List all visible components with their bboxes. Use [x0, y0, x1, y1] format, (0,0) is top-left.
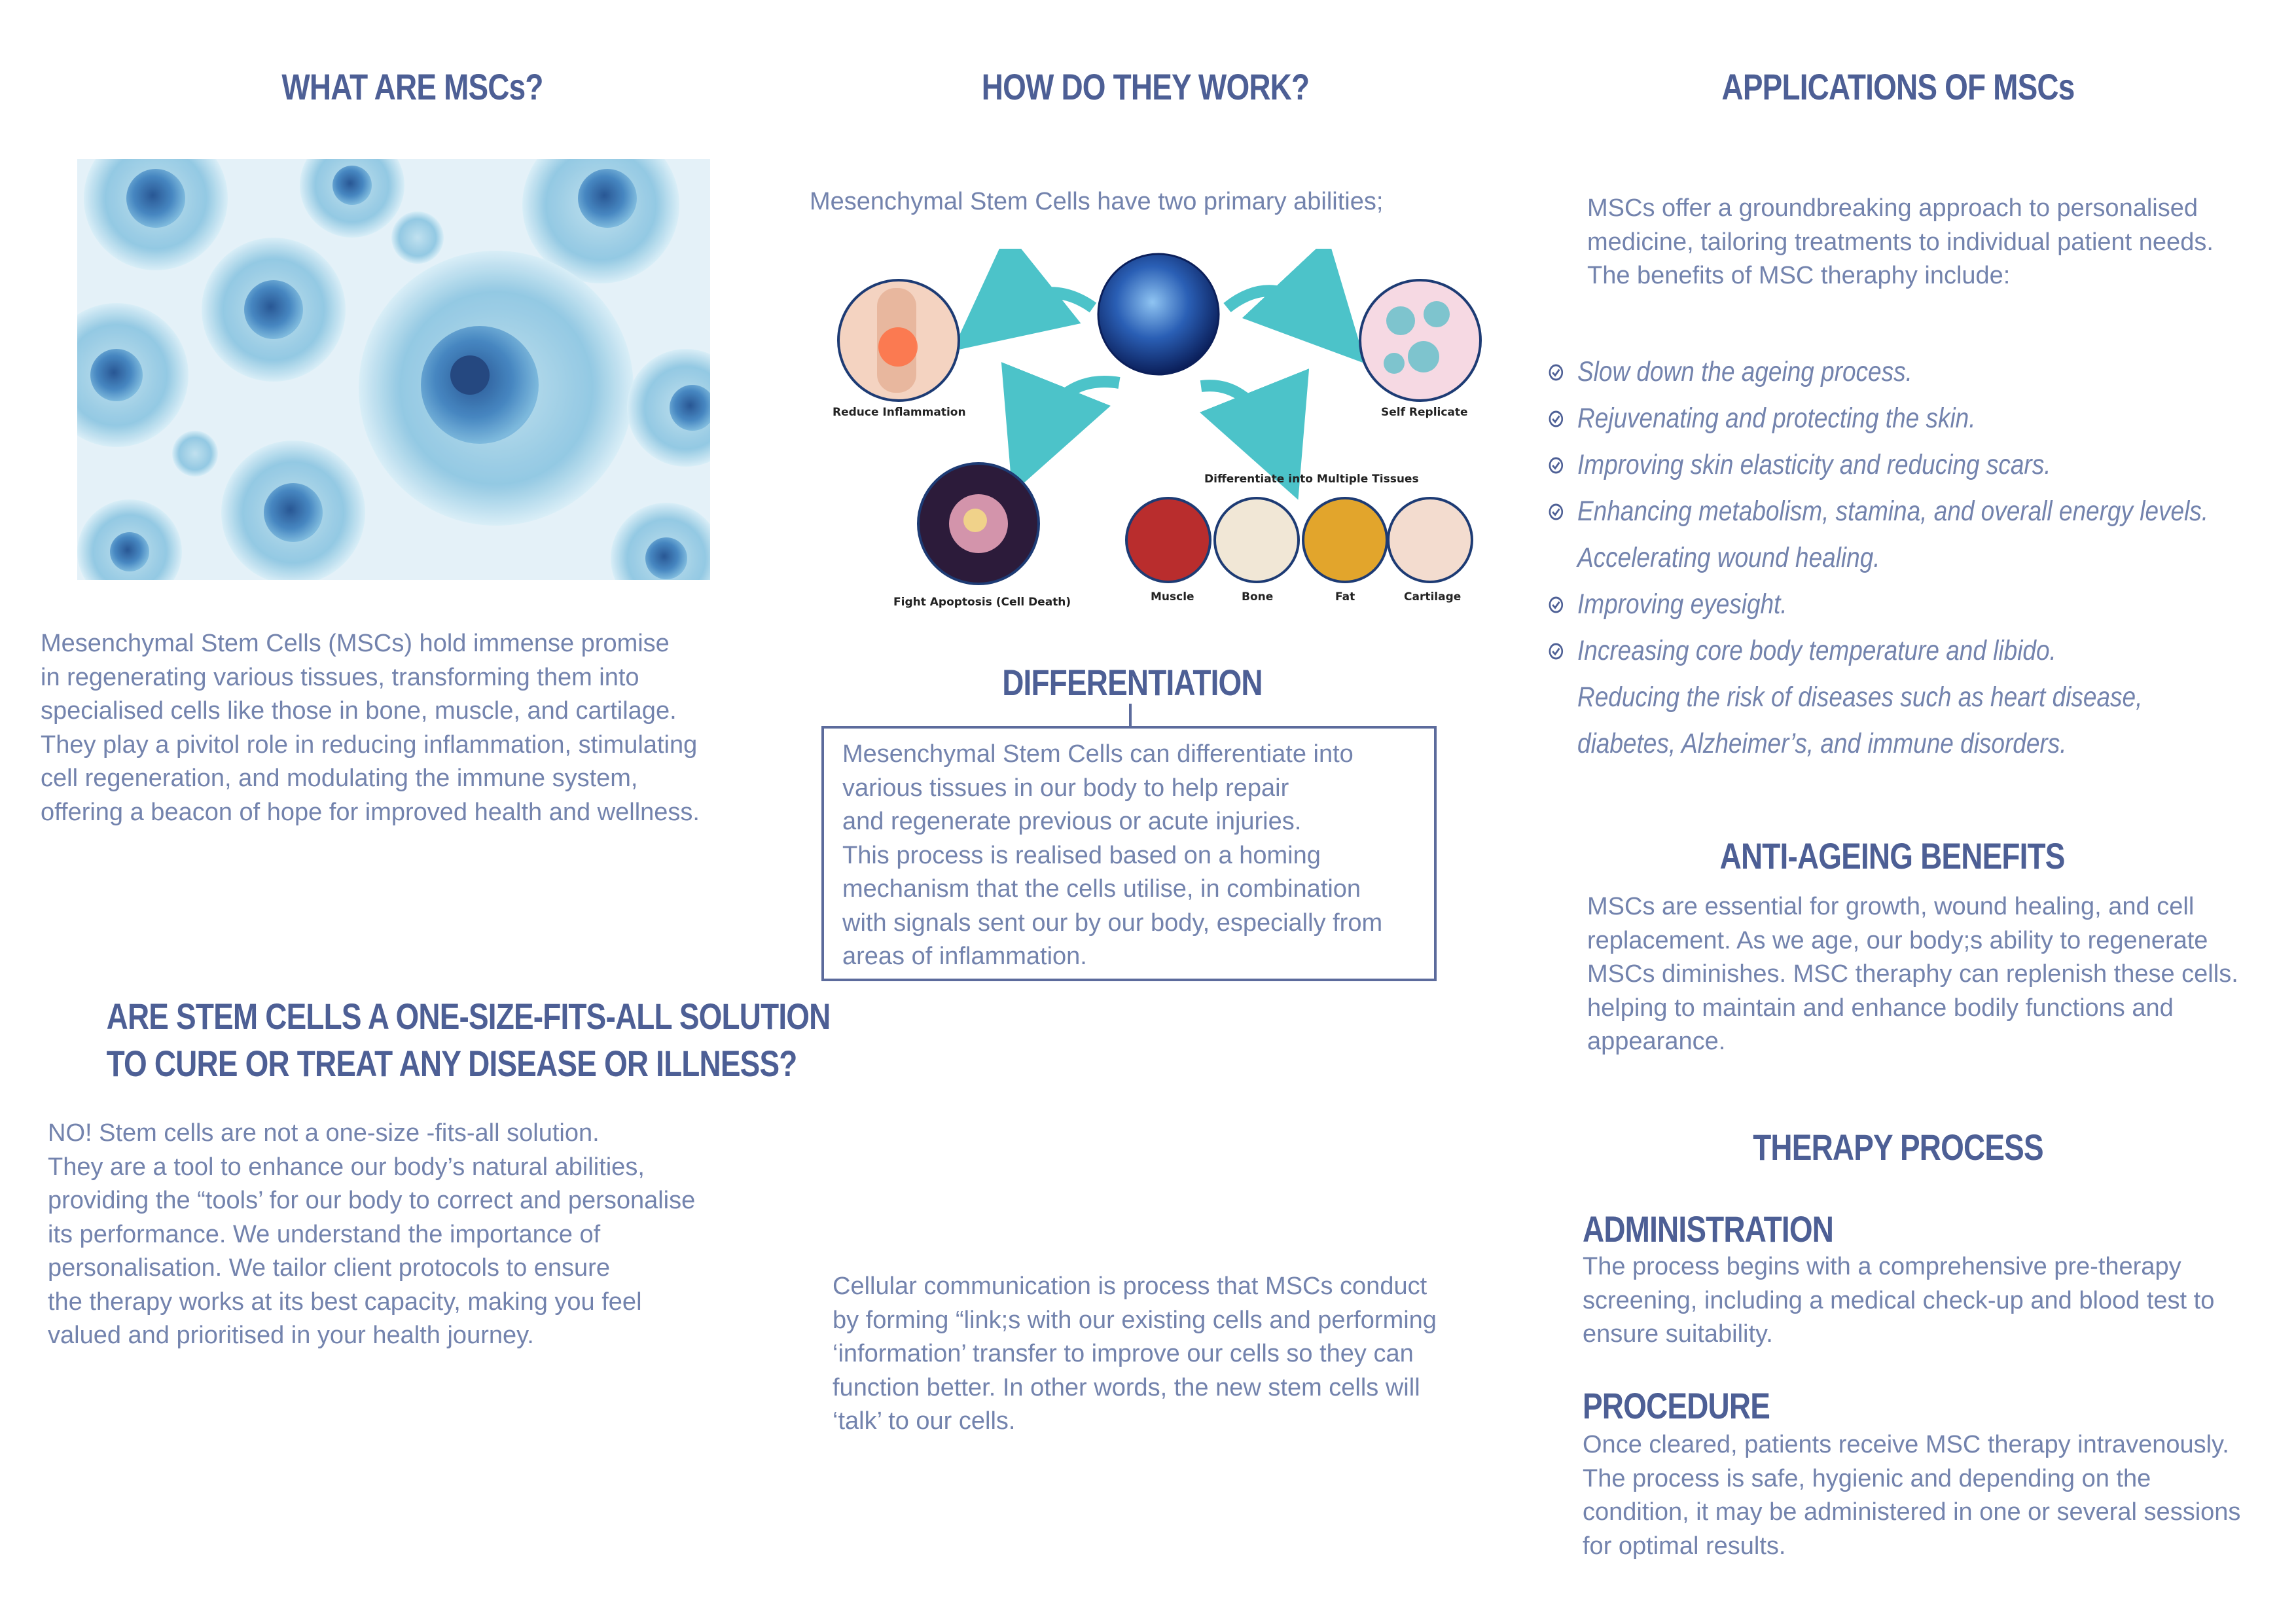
bone-icon [1215, 498, 1299, 582]
check-circle-icon [1548, 503, 1564, 521]
fight-apoptosis-label: Fight Apoptosis (Cell Death) [893, 596, 1071, 609]
differentiation-box [821, 726, 1437, 981]
benefit-item [1577, 535, 2208, 581]
benefit-text: Improving skin elasticity and reducing scars. [1577, 449, 2051, 480]
check-circle-icon [1548, 363, 1564, 382]
self-replicate-label: Self Replicate [1381, 406, 1468, 419]
check-circle-icon [1548, 410, 1564, 428]
how-do-they-work-heading: HOW DO THEY WORK? [981, 66, 1310, 107]
cartilage-icon [1388, 498, 1472, 582]
cellular-communication-body: Cellular communication is process that MSCs conduct by forming “link;s with our existing cells and performing ‘information’ transfer to improve our cells so they can function better. In other words, the new stem cells will ‘talk’ to our cells. [833, 1272, 1437, 1435]
benefit-text: Increasing core body temperature and libido. [1577, 635, 2056, 666]
benefit-text: Slow down the ageing process. [1577, 356, 1912, 388]
benefit-item [1577, 349, 2208, 395]
reduce-inflammation-label: Reduce Inflammation [833, 406, 966, 419]
applications-intro: MSCs offer a groundbreaking approach to personalised medicine, tailoring treatments to individual patient needs. The benefits of MSC theraphy include: [1587, 194, 2214, 289]
msc-abilities-diagram [825, 249, 1492, 622]
benefit-text: Rejuvenating and protecting the skin. [1577, 403, 1976, 434]
what-are-mscs-body: Mesenchymal Stem Cells (MSCs) hold immense promise in regenerating various tissues, transforming them into specialised cells like those in bone, muscle, and cartilage. They play a pivitol role in reducing inflammation, stimulating cell regeneration, and modulating the immune system, offering a beacon of hope for improved health and wellness. [41, 630, 700, 826]
differentiation-connector [1129, 704, 1132, 727]
anti-ageing-body: MSCs are essential for growth, wound healing, and cell replacement. As we age, our body;s ability to regenerate MSCs diminishes. MSC theraphy can replenish these cells. helping to maintain and enhance bodily functions and appearance. [1587, 893, 2238, 1055]
benefit-text: diabetes, Alzheimer’s, and immune disorders. [1577, 728, 2067, 759]
administration-heading: ADMINISTRATION [1583, 1208, 1834, 1250]
benefit-item [1577, 488, 2208, 535]
applications-heading: APPLICATIONS OF MSCs [1721, 66, 2075, 107]
differentiation-body: Mesenchymal Stem Cells can differentiate into various tissues in our body to help repair and regenerate previous or acute injuries. This process is realised based on a homing mechanism that the cells utilise, in combination with signals sent our by our body, especially from areas of inflammation. [842, 740, 1383, 970]
faq-heading-line2: TO CURE OR TREAT ANY DISEASE OR ILLNESS? [106, 1043, 797, 1084]
stem-cells-image [77, 159, 710, 580]
benefit-item [1577, 674, 2208, 721]
benefit-item [1577, 395, 2208, 442]
what-are-mscs-heading: WHAT ARE MSCs? [281, 66, 543, 107]
fat-label: Fat [1335, 590, 1355, 604]
anti-ageing-heading: ANTI-AGEING BENEFITS [1719, 835, 2065, 876]
benefit-text: Reducing the risk of diseases such as heart disease, [1577, 681, 2143, 713]
msc-diagram-graphic [825, 249, 1492, 622]
check-circle-icon [1548, 456, 1564, 475]
procedure-heading: PROCEDURE [1583, 1385, 1770, 1426]
check-circle-icon [1548, 642, 1564, 660]
muscle-icon [1126, 498, 1210, 582]
muscle-label: Muscle [1151, 590, 1194, 604]
benefit-item [1577, 581, 2208, 628]
fat-icon [1303, 498, 1387, 582]
faq-heading-line1: ARE STEM CELLS A ONE-SIZE-FITS-ALL SOLUTION [106, 996, 831, 1037]
benefit-item [1577, 721, 2208, 767]
benefits-list [1577, 349, 2296, 767]
benefit-text: Accelerating wound healing. [1577, 542, 1880, 573]
administration-body: The process begins with a comprehensive pre-therapy screening, including a medical check-up and blood test to ensure suitability. [1583, 1253, 2215, 1348]
how-do-they-work-intro: Mesenchymal Stem Cells have two primary abilities; [810, 188, 1384, 215]
faq-body: NO! Stem cells are not a one-size -fits-all solution. They are a tool to enhance our body’s natural abilities, providing the “tools’ for our body to correct and personalise its performance. We understand the importance of personalisation. We tailor client protocols to ensure the therapy works at its best capacity, making you feel valued and prioritised in your health journey. [48, 1119, 696, 1349]
procedure-body: Once cleared, patients receive MSC therapy intravenously. The process is safe, hygienic and depending on the condition, it may be administered in one or several sessions for optimal results. [1583, 1431, 2241, 1560]
therapy-process-heading: THERAPY PROCESS [1753, 1127, 2043, 1168]
benefit-item [1577, 442, 2208, 488]
benefit-text: Enhancing metabolism, stamina, and overall energy levels. [1577, 496, 2209, 527]
cartilage-label: Cartilage [1404, 590, 1462, 604]
differentiate-title-label: Differentiate into Multiple Tissues [1204, 473, 1419, 486]
bone-label: Bone [1242, 590, 1274, 604]
check-circle-icon [1548, 596, 1564, 614]
benefit-item [1577, 628, 2208, 674]
differentiation-heading: DIFFERENTIATION [1002, 662, 1263, 703]
self-replicate-icon [1360, 280, 1480, 401]
benefit-text: Improving eyesight. [1577, 588, 1787, 620]
